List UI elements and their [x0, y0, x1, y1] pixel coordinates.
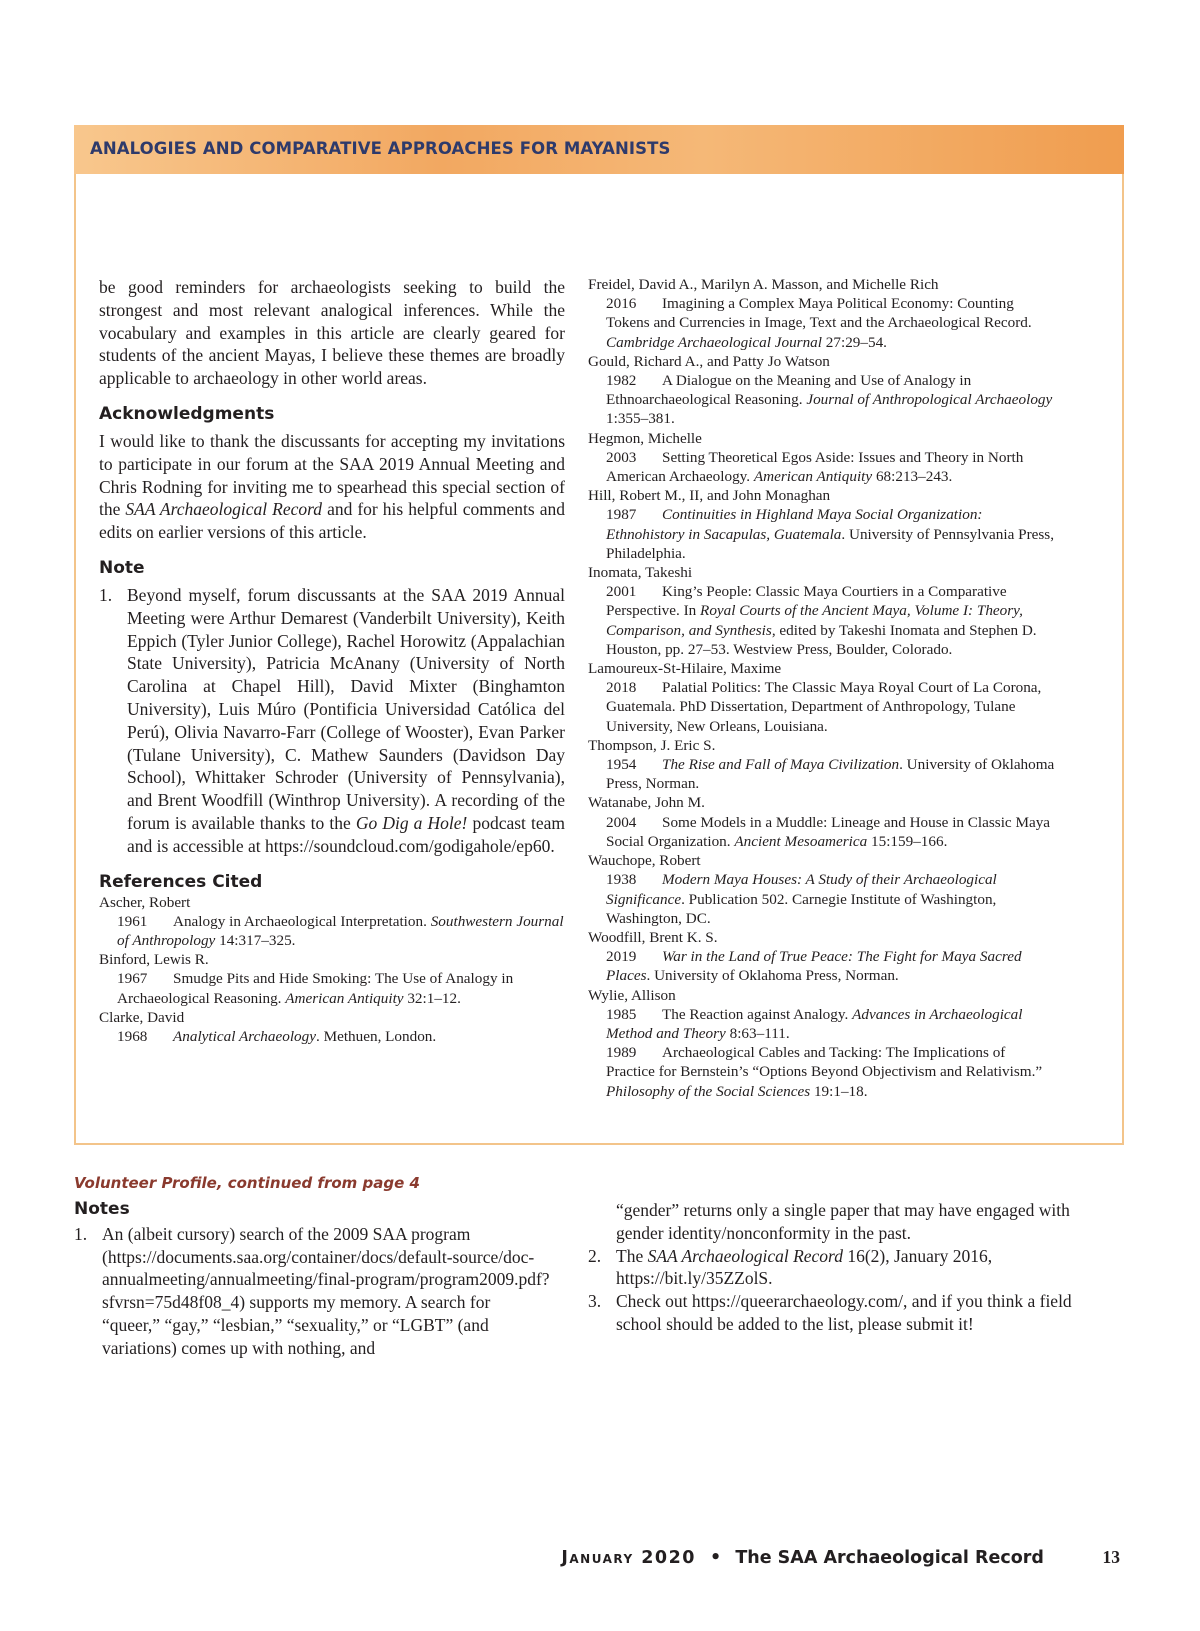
reference-author: Thompson, J. Eric S. [588, 736, 716, 754]
reference-text-end: 1:355–381. [606, 410, 675, 428]
page-footer [0, 1547, 1120, 1568]
reference-entry [606, 294, 1058, 352]
note-text: An (albeit cursory) search of the 2009 SAA program (https://documents.saa.org/container/docs/default-source/doc-annualmeeting/annualmeeting/final-program/program2009.pdf?sfvrsn=75d48f08_4) supports my memory. A search for “queer,” “gay,” “lesbian,” “sexuality,” or “LGBT” (and variations) comes up with nothing, and [102, 1223, 550, 1358]
note-heading: Note [99, 557, 145, 578]
section-title: ANALOGIES AND COMPARATIVE APPROACHES FOR MAYANISTS [90, 139, 671, 158]
reference-text-end: 68:213–243. [872, 468, 953, 486]
reference-title: Royal Courts of the Ancient Maya, Volume I: Theory, Comparison, and Synthesis [606, 602, 1023, 639]
intro-paragraph: be good reminders for archaeologists seeking to build the strongest and most relevant analogical inferences. While the vocabulary and examples in this article are clearly geared for students of the ancient Mayas, I believe these themes are broadly applicable to archaeology in other world areas. [99, 277, 565, 389]
reference-entry [606, 505, 1058, 563]
reference-entry [606, 755, 1058, 793]
reference-text-end: 19:1–18. [810, 1082, 868, 1100]
reference-text: Analogy in Archaeological Interpretation. [173, 912, 431, 930]
reference-text-end: . Publication 502. Carnegie Institute of Washington, Washington, DC. [606, 890, 997, 927]
volunteer-note-item [588, 1290, 1078, 1336]
reference-text: Setting Theoretical Egos Aside: Issues and Theory in North American Archaeology. [606, 448, 1024, 486]
reference-text-end: , edited by Takeshi Inomata and Stephen D. Houston, pp. 27–53. Westview Press, Boulder, Colorado. [606, 621, 1037, 658]
reference-entry [117, 1027, 565, 1046]
reference-title: Journal of Anthropological Archaeology [806, 391, 1053, 409]
volunteer-right-column [588, 1199, 1078, 1336]
note-text-c: 16(2), January 2016, https://bit.ly/35ZZolS. [616, 1245, 993, 1289]
reference-year: 1985 [606, 1005, 637, 1023]
reference-text-end: 15:159–166. [867, 832, 948, 850]
note-podcast-title: Go Dig a Hole! [355, 812, 468, 833]
reference-title: Southwestern Journal of Anthropology [117, 912, 564, 949]
reference-title: Cambridge Archaeological Journal [606, 333, 822, 351]
continued-from-label: Volunteer Profile, continued from page 4 [74, 1174, 420, 1192]
section-banner [74, 125, 1124, 174]
reference-title: Continuities in Highland Maya Social Organization: Ethnohistory in Sacapulas, Guatemala [606, 506, 983, 543]
reference-entry [606, 582, 1058, 659]
reference-author: Hill, Robert M., II, and John Monaghan [588, 487, 831, 505]
reference-entry [606, 1005, 1058, 1043]
volunteer-left-column [74, 1198, 552, 1360]
note-number: 1. [99, 584, 113, 605]
reference-text-end: 14:317–325. [215, 931, 296, 949]
reference-entry [606, 947, 1058, 985]
note-number: 3. [588, 1291, 602, 1312]
reference-author: Wauchope, Robert [588, 852, 701, 870]
volunteer-notes-list [74, 1223, 552, 1360]
reference-author: Inomata, Takeshi [588, 564, 693, 582]
volunteer-notes-list-continued [588, 1199, 1078, 1336]
reference-entry [606, 1043, 1058, 1101]
reference-author: Wylie, Allison [588, 986, 676, 1004]
reference-text-end: . Methuen, London. [315, 1027, 437, 1045]
reference-text-end: 8:63–111. [725, 1024, 790, 1042]
reference-title: Advances in Archaeological Method and Theory [606, 1005, 1023, 1042]
note-text-c: podcast team and is accessible at https://soundcloud.com/godigahole/ep60. [127, 812, 566, 856]
reference-text: Some Models in a Muddle: Lineage and House in Classic Maya Social Organization. [606, 813, 1051, 850]
reference-entry [606, 813, 1058, 851]
reference-title: War in the Land of True Peace: The Fight for Maya Sacred Places [606, 948, 1022, 985]
reference-title: American Antiquity [285, 989, 404, 1007]
note-number: 1. [74, 1223, 88, 1244]
reference-author: Binford, Lewis R. [99, 951, 209, 969]
reference-year: 1938 [606, 871, 637, 889]
reference-text: A Dialogue on the Meaning and Use of Analogy in Ethnoarchaeological Reasoning. [606, 372, 972, 409]
reference-title: Modern Maya Houses: A Study of their Archaeological Significance [606, 871, 997, 908]
right-column-references [588, 275, 1058, 1101]
reference-text: King’s People: Classic Maya Courtiers in a Comparative Perspective. In [606, 583, 1007, 620]
notes-heading: Notes [74, 1199, 130, 1219]
reference-year: 1987 [606, 506, 637, 524]
reference-text: Imagining a Complex Maya Political Economy: Counting Tokens and Currencies in Image, Text and the Archaeological Record. [606, 295, 1032, 332]
reference-title: American Antiquity [753, 468, 873, 486]
reference-text: Archaeological Cables and Tacking: The Implications of Practice for Bernstein’s “Options Beyond Objectivism and Relativism.” [606, 1044, 1043, 1081]
reference-title: Ancient Mesoamerica [734, 832, 868, 850]
note-number: 2. [588, 1245, 602, 1266]
reference-text: The Reaction against Analogy. [662, 1005, 853, 1023]
reference-year: 1967 [117, 970, 148, 988]
note-text-a: The [616, 1245, 648, 1266]
reference-year: 2018 [606, 679, 637, 697]
note-text: “gender” returns only a single paper that may have engaged with gender identity/nonconformity in the past. [616, 1200, 1070, 1243]
left-column [99, 276, 565, 1046]
reference-year: 2016 [606, 295, 637, 313]
reference-year: 1982 [606, 372, 637, 390]
reference-year: 1968 [117, 1027, 148, 1045]
note-journal-title: SAA Archaeological Record [647, 1245, 843, 1266]
reference-text-end: 27:29–54. [821, 333, 887, 351]
reference-entry [117, 912, 565, 950]
reference-year: 1954 [606, 756, 637, 774]
reference-text-end: 32:1–12. [403, 989, 461, 1007]
publication-name: The SAA Archaeological Record [735, 1548, 1044, 1568]
note-list [99, 584, 565, 858]
reference-author: Watanabe, John M. [588, 794, 705, 812]
reference-author: Clarke, David [99, 1008, 185, 1026]
reference-author: Freidel, David A., Marilyn A. Masson, and Michelle Rich [588, 276, 939, 293]
reference-text: Smudge Pits and Hide Smoking: The Use of Analogy in Archaeological Reasoning. [117, 970, 514, 1007]
reference-entry [606, 448, 1058, 486]
note-item [99, 584, 565, 858]
reference-year: 2003 [606, 448, 637, 466]
reference-text: Palatial Politics: The Classic Maya Royal Court of La Corona, Guatemala. PhD Dissertation, Department of Anthropology, Tulane University, New Orleans, Louisiana. [606, 679, 1042, 735]
acknowledgments-paragraph [99, 430, 565, 544]
reference-year: 2004 [606, 813, 637, 831]
note-text: Check out https://queerarchaeology.com/, and if you think a field school should be added to the list, please submit it! [616, 1291, 1072, 1334]
reference-text-end: . University of Pennsylvania Press, Philadelphia. [606, 525, 1055, 562]
reference-text-end: . University of Oklahoma Press, Norman. [646, 967, 899, 985]
ack-text-a: I would like to thank the discussants for accepting my invitations to participate in our forum at the SAA 2019 Annual Meeting and Chris Rodning for inviting me to spearhead this special section of the [99, 430, 565, 520]
acknowledgments-heading: Acknowledgments [99, 403, 275, 424]
volunteer-note-item [588, 1245, 1078, 1291]
references-left-list [99, 893, 565, 1047]
reference-text-end: . University of Oklahoma Press, Norman. [606, 756, 1055, 793]
reference-author: Ascher, Robert [99, 893, 191, 911]
reference-year: 1961 [117, 912, 148, 930]
reference-author: Gould, Richard A., and Patty Jo Watson [588, 352, 830, 370]
reference-entry [606, 870, 1058, 928]
reference-title: The Rise and Fall of Maya Civilization [662, 756, 900, 774]
ack-text-c: and for his helpful comments and edits on earlier versions of this article. [99, 499, 565, 543]
reference-author: Hegmon, Michelle [588, 429, 702, 447]
reference-entry [606, 678, 1058, 736]
references-heading: References Cited [99, 871, 263, 892]
reference-entry [117, 969, 565, 1007]
reference-year: 2019 [606, 948, 637, 966]
reference-title: Analytical Archaeology [173, 1027, 316, 1045]
footer-bullet: • [710, 1548, 722, 1568]
note-text-a: Beyond myself, forum discussants at the SAA 2019 Annual Meeting were Arthur Demarest (Vanderbilt University), Keith Eppich (Tyler Junior College), Rachel Horowitz (Appalachian State University), Patricia McAnany (University of North Carolina at Chapel Hill), David Mixter (Binghamton University), Luis Múro (Pontificia Universidad Católica del Perú), Olivia Navarro-Farr (College of Wooster), Evan Parker (Tulane University), C. Mathew Saunders (Davidson Day School), Whittaker Schroder (University of Pennsylvania), and Brent Woodfill (Winthrop University). A recording of the forum is available thanks to the [127, 584, 565, 833]
reference-author: Woodfill, Brent K. S. [588, 928, 718, 946]
reference-title: Philosophy of the Social Sciences [606, 1082, 811, 1100]
issue-date: January 2020 [561, 1548, 696, 1568]
reference-year: 1989 [606, 1044, 637, 1062]
reference-entry [606, 371, 1058, 429]
reference-author: Lamoureux-St-Hilaire, Maxime [588, 660, 782, 678]
page-number: 13 [1102, 1547, 1120, 1567]
reference-year: 2001 [606, 583, 637, 601]
ack-journal-title: SAA Archaeological Record [125, 499, 323, 520]
volunteer-note-continued [588, 1199, 1078, 1245]
volunteer-note-item [74, 1223, 552, 1360]
